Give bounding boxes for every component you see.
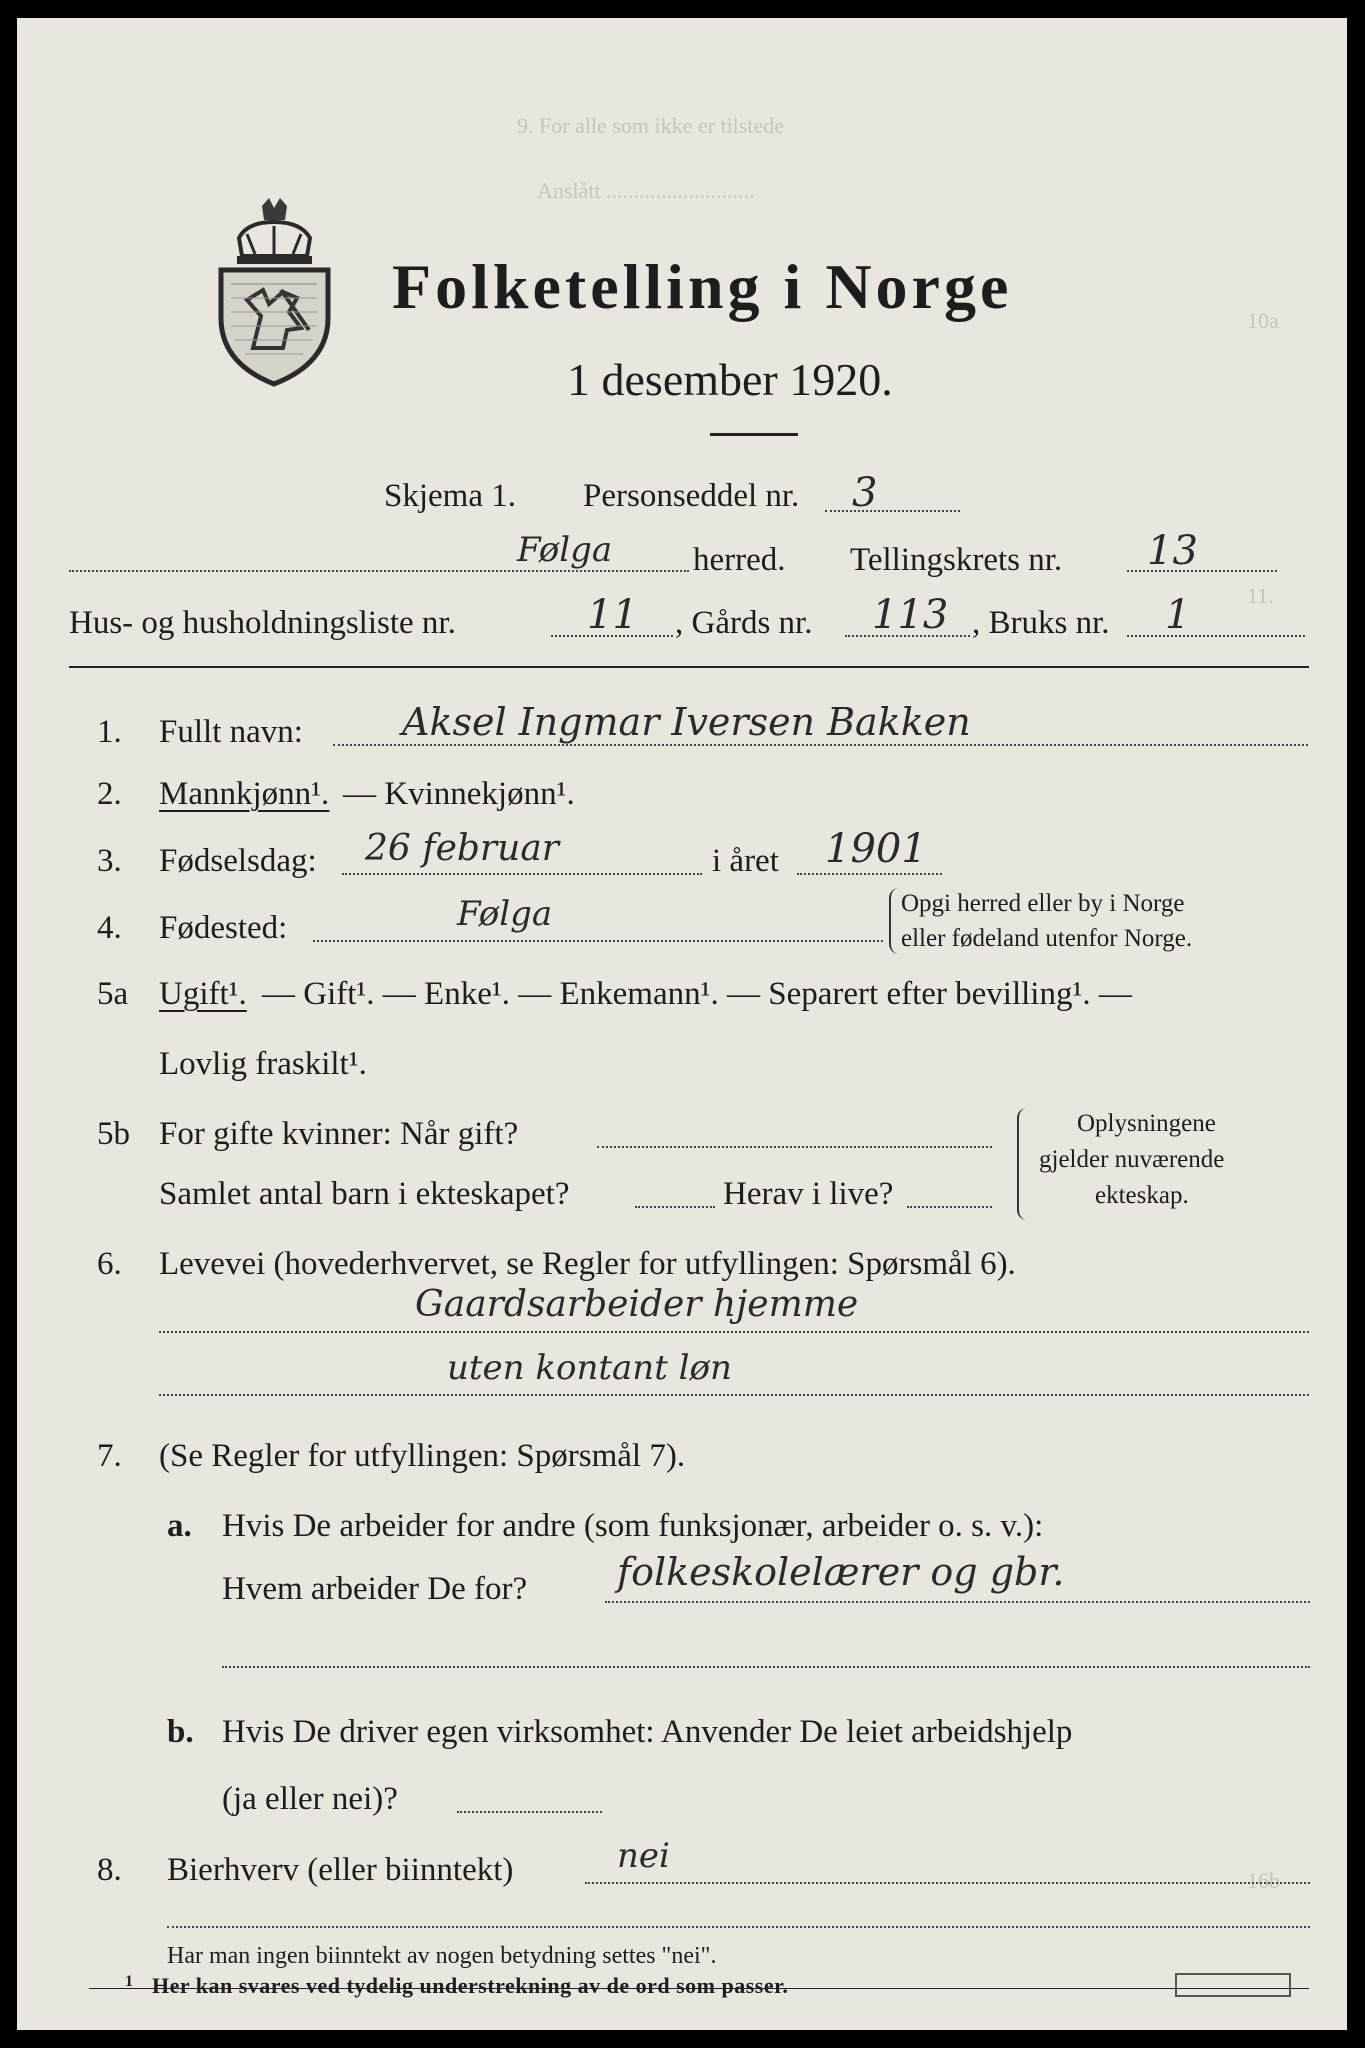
- q3-number: 3.: [97, 843, 122, 879]
- side-income-field-line: [585, 1882, 1310, 1884]
- footnote-mark: 1: [125, 1973, 134, 1990]
- title-divider: [710, 433, 798, 436]
- bruks-field[interactable]: 1: [1165, 592, 1191, 638]
- q7a-label-line1: Hvis De arbeider for andre (som funksjonær, arbeider o. s. v.):: [222, 1508, 1044, 1544]
- bleed-through-text: 16b: [1247, 1868, 1280, 1893]
- marital-options-other[interactable]: — Gift¹. — Enke¹. — Enkemann¹. — Separert efter bevilling¹. —: [262, 976, 1132, 1012]
- full-name-field[interactable]: Aksel Ingmar Iversen Bakken: [402, 700, 971, 744]
- q7a-label-line2: Hvem arbeider De for?: [222, 1571, 528, 1607]
- hired-help-field[interactable]: [457, 1811, 602, 1813]
- tellingskrets-label: Tellingskrets nr.: [850, 542, 1063, 578]
- q7-number: 7.: [97, 1438, 122, 1474]
- employer-field[interactable]: folkeskolelærer og gbr.: [617, 1550, 1065, 1594]
- q2-number: 2.: [97, 776, 122, 812]
- side-income-field-line2[interactable]: [167, 1926, 1310, 1928]
- birthyear-field-line: [797, 873, 942, 875]
- q7b-label-line2: (ja eller nei)?: [222, 1781, 398, 1817]
- marital-option-ugift[interactable]: Ugift¹.: [159, 976, 247, 1012]
- form-title: Folketelling i Norge: [392, 251, 1013, 322]
- herred-label: herred.: [693, 542, 786, 578]
- employer-field-line: [605, 1601, 1310, 1603]
- occupation-field-line1: [159, 1331, 1309, 1333]
- side-income-field[interactable]: nei: [617, 1836, 670, 1876]
- q7a-letter: a.: [167, 1508, 192, 1544]
- q5a-number: 5a: [97, 976, 129, 1012]
- q1-label: Fullt navn:: [159, 714, 303, 750]
- birthdate-field-line: [342, 873, 702, 875]
- skjema-label: Skjema 1.: [384, 478, 516, 514]
- q7b-letter: b.: [167, 1714, 194, 1750]
- q8-label: Bierhverv (eller biinntekt): [167, 1852, 514, 1888]
- q5b-married-when-label: For gifte kvinner: Når gift?: [159, 1116, 519, 1152]
- gender-option-female[interactable]: — Kvinnekjønn¹.: [343, 776, 575, 812]
- bleed-through-text: 10a: [1247, 308, 1279, 333]
- q7b-label-line1: Hvis De driver egen virksomhet: Anvender De leiet arbeidshjelp: [222, 1714, 1073, 1750]
- section-divider: [69, 666, 1309, 668]
- personseddel-label: Personseddel nr.: [583, 478, 800, 514]
- q6-number: 6.: [97, 1246, 122, 1282]
- q5b-note-line2: gjelder nuværende: [1039, 1146, 1225, 1173]
- q5b-alive-label: Herav i live?: [723, 1176, 894, 1212]
- birthyear-label: i året: [712, 843, 779, 879]
- personseddel-field-line: [825, 510, 960, 512]
- tellingskrets-field[interactable]: 13: [1147, 528, 1198, 574]
- q1-number: 1.: [97, 714, 122, 750]
- bruks-field-line: [1127, 635, 1305, 637]
- q4-label: Fødested:: [159, 910, 288, 946]
- herred-field-line: [69, 570, 689, 572]
- footnote-text: Her kan svares ved tydelig understrekning av de ord som passer.: [152, 1973, 789, 1998]
- birthyear-field[interactable]: 1901: [825, 826, 927, 872]
- hus-label: Hus- og husholdningsliste nr.: [69, 605, 456, 641]
- occupation-field-line1-value[interactable]: Gaardsarbeider hjemme: [415, 1284, 859, 1325]
- q4-note-brace: [889, 888, 899, 954]
- bruks-label: , Bruks nr.: [972, 605, 1110, 641]
- q5b-married-when-field[interactable]: [597, 1146, 992, 1148]
- birthplace-field-line: [313, 940, 883, 942]
- norway-coat-of-arms-icon: [217, 198, 332, 393]
- q5b-note-line1: Oplysningene: [1077, 1110, 1216, 1137]
- printer-stamp: [1175, 1973, 1291, 1997]
- marital-option-fraskilt[interactable]: Lovlig fraskilt¹.: [159, 1046, 367, 1082]
- occupation-field-line2: [159, 1394, 1309, 1396]
- herred-field[interactable]: Følga: [517, 530, 613, 570]
- gards-label: , Gårds nr.: [675, 605, 813, 641]
- form-subtitle: 1 desember 1920.: [567, 354, 893, 405]
- bleed-through-text: 11.: [1247, 583, 1274, 608]
- q5b-note-line3: ekteskap.: [1095, 1182, 1189, 1209]
- gender-option-male[interactable]: Mannkjønn¹.: [159, 776, 330, 812]
- q4-number: 4.: [97, 910, 122, 946]
- birthplace-field[interactable]: Følga: [457, 894, 553, 934]
- gards-field[interactable]: 113: [872, 592, 949, 638]
- census-form-sheet: [17, 18, 1347, 2030]
- q5b-alive-field[interactable]: [907, 1206, 992, 1208]
- q5b-number: 5b: [97, 1116, 130, 1152]
- q4-note-line2: eller fødeland utenfor Norge.: [901, 925, 1193, 952]
- q4-note-line1: Opgi herred eller by i Norge: [901, 890, 1185, 917]
- q8-number: 8.: [97, 1852, 122, 1888]
- bleed-through-text: Anslått ...........................: [537, 178, 755, 203]
- q6-label: Levevei (hovederhvervet, se Regler for utfyllingen: Spørsmål 6).: [159, 1246, 1016, 1282]
- employer-field-line2[interactable]: [222, 1666, 1310, 1668]
- occupation-field-line2-value[interactable]: uten kontant løn: [447, 1348, 732, 1388]
- q7-label: (Se Regler for utfyllingen: Spørsmål 7).: [159, 1438, 686, 1474]
- q3-label: Fødselsdag:: [159, 843, 317, 879]
- bleed-through-text: 9. For alle som ikke er tilstede: [517, 113, 784, 138]
- personseddel-field[interactable]: 3: [852, 470, 878, 516]
- q5b-children-label: Samlet antal barn i ekteskapet?: [159, 1176, 570, 1212]
- q5b-children-field[interactable]: [635, 1206, 715, 1208]
- q5b-note-brace: [1017, 1108, 1029, 1220]
- birthdate-field[interactable]: 26 februar: [365, 828, 559, 869]
- hus-field[interactable]: 11: [587, 592, 638, 638]
- q1-field-line: [333, 744, 1308, 746]
- side-income-note: Har man ingen biinntekt av nogen betydning settes "nei".: [167, 1943, 717, 1969]
